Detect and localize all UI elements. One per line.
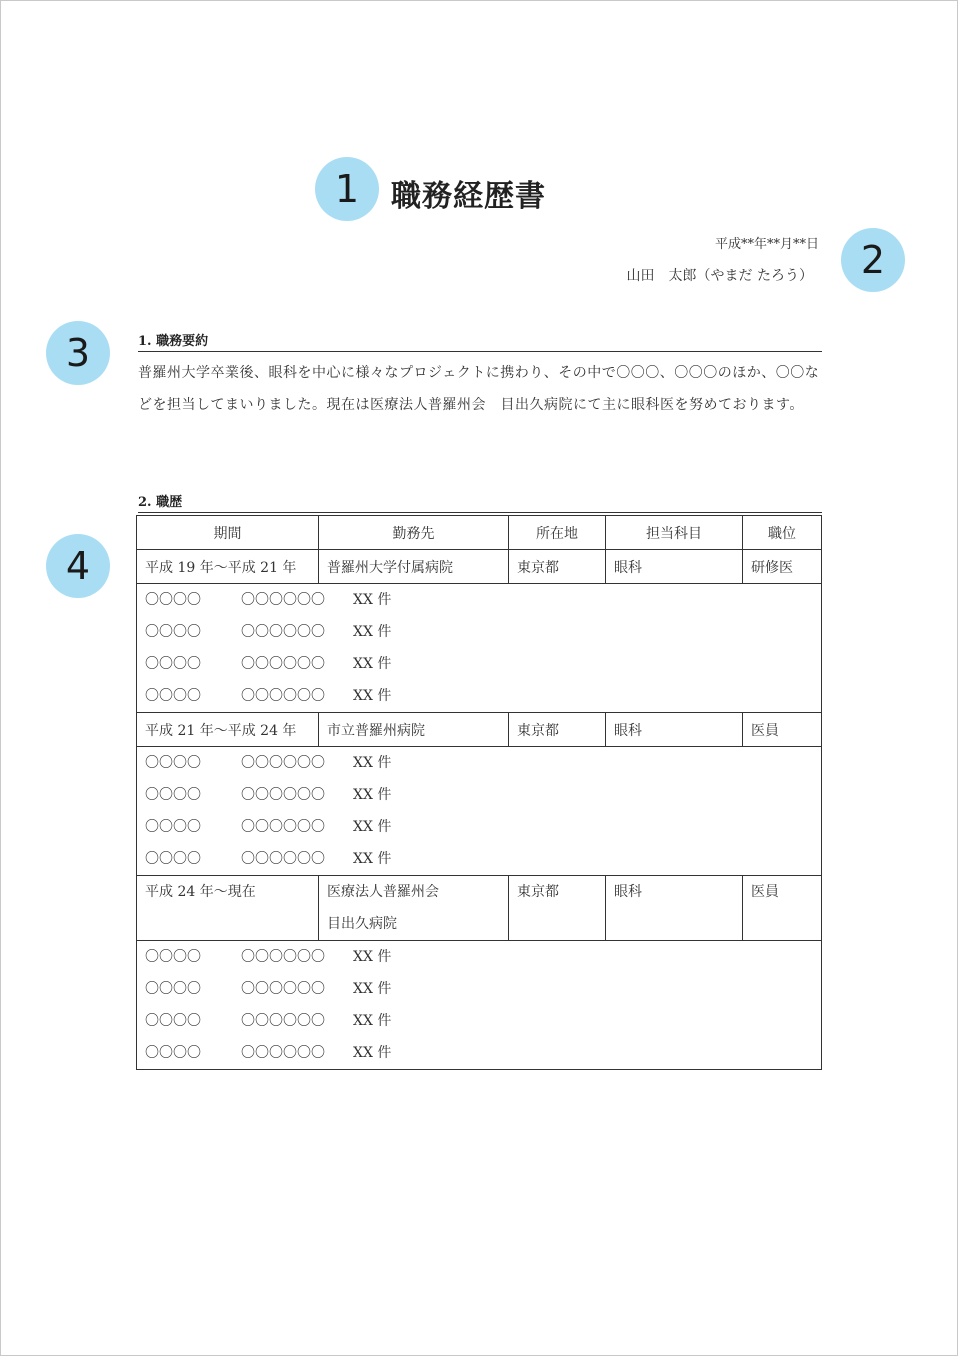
detail-content: 〇〇〇〇〇〇 — [241, 981, 325, 997]
detail-cell — [137, 584, 822, 713]
section-heading-summary: 1. 職務要約 — [138, 330, 822, 352]
detail-count: XX 件 — [353, 981, 392, 997]
header-period: 期間 — [137, 516, 319, 550]
company-name-line: 目出久病院 — [327, 916, 397, 932]
work-history-table — [136, 515, 822, 1070]
detail-count: XX 件 — [353, 787, 392, 803]
detail-count: XX 件 — [353, 851, 392, 867]
detail-content: 〇〇〇〇〇〇 — [241, 787, 325, 803]
detail-content: 〇〇〇〇〇〇 — [241, 656, 325, 672]
callout-badge-2: 2 — [841, 228, 905, 292]
detail-item: 〇〇〇〇 — [145, 851, 201, 867]
detail-item: 〇〇〇〇 — [145, 787, 201, 803]
document-title: 職務経歴書 — [391, 179, 546, 214]
callout-badge-3: 3 — [46, 321, 110, 385]
detail-item: 〇〇〇〇 — [145, 819, 201, 835]
detail-line — [145, 680, 813, 712]
header-location: 所在地 — [509, 516, 606, 550]
detail-content: 〇〇〇〇〇〇 — [241, 592, 325, 608]
detail-count: XX 件 — [353, 688, 392, 704]
detail-cell — [137, 747, 822, 876]
detail-content: 〇〇〇〇〇〇 — [241, 688, 325, 704]
detail-row — [137, 584, 822, 713]
detail-item: 〇〇〇〇 — [145, 1045, 201, 1061]
detail-line — [145, 843, 813, 875]
company-cell: 市立普羅州病院 — [319, 713, 509, 747]
detail-row — [137, 941, 822, 1070]
section-heading-history: 2. 職歴 — [138, 491, 822, 513]
table-header-row — [137, 516, 822, 550]
detail-line — [145, 584, 813, 616]
detail-line — [145, 1037, 813, 1069]
location-cell: 東京都 — [509, 713, 606, 747]
detail-count: XX 件 — [353, 656, 392, 672]
detail-content: 〇〇〇〇〇〇 — [241, 755, 325, 771]
detail-cell — [137, 941, 822, 1070]
position-cell: 医員 — [743, 876, 822, 941]
detail-line — [145, 973, 813, 1005]
detail-item: 〇〇〇〇 — [145, 656, 201, 672]
department-cell: 眼科 — [606, 713, 743, 747]
detail-item: 〇〇〇〇 — [145, 981, 201, 997]
detail-item: 〇〇〇〇 — [145, 1013, 201, 1029]
department-cell: 眼科 — [606, 550, 743, 584]
table-row — [137, 876, 822, 941]
detail-line — [145, 941, 813, 973]
detail-item: 〇〇〇〇 — [145, 624, 201, 640]
detail-line — [145, 1005, 813, 1037]
period-cell: 平成 21 年〜平成 24 年 — [137, 713, 319, 747]
detail-count: XX 件 — [353, 592, 392, 608]
detail-line — [145, 648, 813, 680]
detail-line — [145, 779, 813, 811]
detail-count: XX 件 — [353, 1045, 392, 1061]
period-cell: 平成 19 年〜平成 21 年 — [137, 550, 319, 584]
location-cell: 東京都 — [509, 550, 606, 584]
header-position: 職位 — [743, 516, 822, 550]
document-date: 平成**年**月**日 — [714, 237, 819, 252]
detail-content: 〇〇〇〇〇〇 — [241, 1045, 325, 1061]
department-cell: 眼科 — [606, 876, 743, 941]
header-company: 勤務先 — [319, 516, 509, 550]
detail-item: 〇〇〇〇 — [145, 949, 201, 965]
header-department: 担当科目 — [606, 516, 743, 550]
detail-content: 〇〇〇〇〇〇 — [241, 624, 325, 640]
detail-count: XX 件 — [353, 1013, 392, 1029]
position-cell: 医員 — [743, 713, 822, 747]
location-cell: 東京都 — [509, 876, 606, 941]
detail-content: 〇〇〇〇〇〇 — [241, 949, 325, 965]
detail-count: XX 件 — [353, 819, 392, 835]
callout-badge-1: 1 — [315, 157, 379, 221]
detail-line — [145, 616, 813, 648]
detail-content: 〇〇〇〇〇〇 — [241, 1013, 325, 1029]
detail-content: 〇〇〇〇〇〇 — [241, 851, 325, 867]
detail-count: XX 件 — [353, 755, 392, 771]
detail-line — [145, 747, 813, 779]
summary-text: 普羅州大学卒業後、眼科を中心に様々なプロジェクトに携わり、その中で〇〇〇、〇〇〇のほか、〇〇などを担当してまいりました。現在は医療法人普羅州会 目出久病院にて主に眼科医を努めております。 — [138, 365, 820, 413]
detail-item: 〇〇〇〇 — [145, 755, 201, 771]
detail-line — [145, 811, 813, 843]
company-cell — [319, 876, 509, 941]
detail-item: 〇〇〇〇 — [145, 592, 201, 608]
detail-content: 〇〇〇〇〇〇 — [241, 819, 325, 835]
callout-badge-4: 4 — [46, 534, 110, 598]
author-name: 山田 太郎（やまだ たろう） — [626, 268, 813, 284]
table-row — [137, 713, 822, 747]
company-name-line: 医療法人普羅州会 — [327, 884, 439, 900]
company-cell: 普羅州大学付属病院 — [319, 550, 509, 584]
period-cell: 平成 24 年〜現在 — [137, 876, 319, 941]
table-row — [137, 550, 822, 584]
detail-row — [137, 747, 822, 876]
detail-count: XX 件 — [353, 949, 392, 965]
position-cell: 研修医 — [743, 550, 822, 584]
detail-item: 〇〇〇〇 — [145, 688, 201, 704]
detail-count: XX 件 — [353, 624, 392, 640]
